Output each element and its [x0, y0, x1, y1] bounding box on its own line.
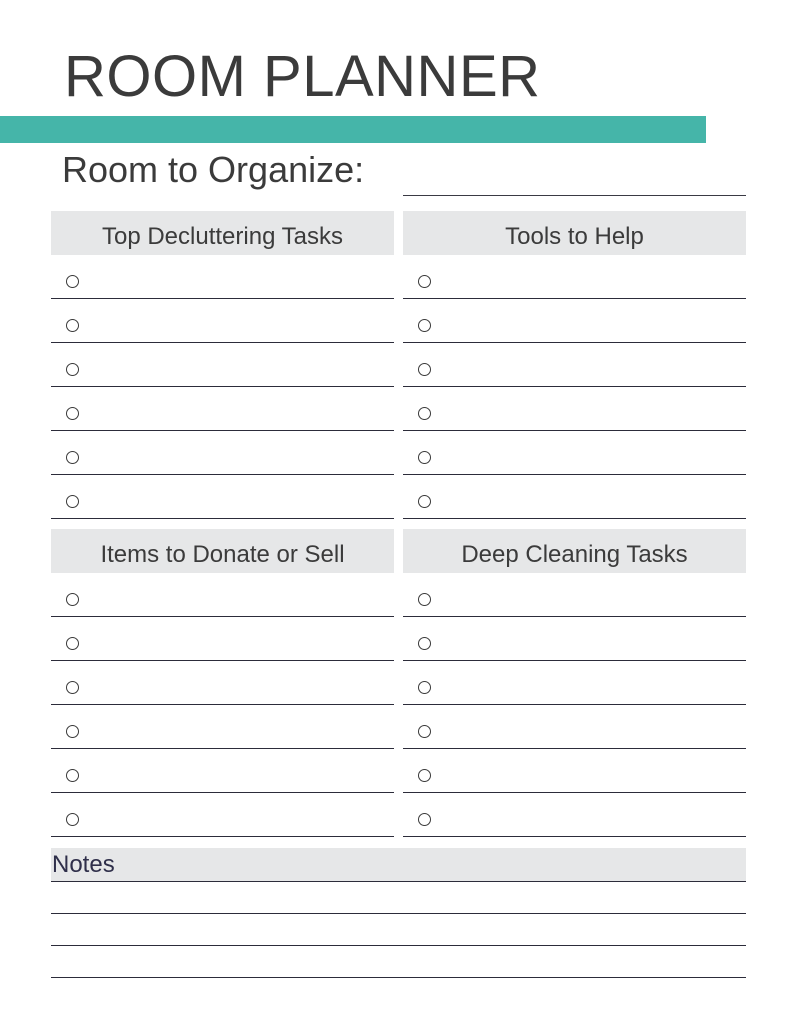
checklist-item[interactable]: [51, 617, 394, 661]
checklist-item[interactable]: [403, 573, 746, 617]
checkbox-circle-icon[interactable]: [418, 681, 431, 694]
page-title: ROOM PLANNER: [64, 44, 541, 109]
section-items-to-donate-or-sell: [51, 529, 394, 837]
checklist-item[interactable]: [403, 387, 746, 431]
checklist-item[interactable]: [403, 343, 746, 387]
checklist-item[interactable]: [403, 431, 746, 475]
checkbox-circle-icon[interactable]: [66, 451, 79, 464]
checkbox-circle-icon[interactable]: [418, 451, 431, 464]
room-to-organize-label: Room to Organize:: [62, 149, 365, 190]
checkbox-circle-icon[interactable]: [418, 407, 431, 420]
section-header: Deep Cleaning Tasks: [403, 529, 746, 573]
checkbox-circle-icon[interactable]: [66, 495, 79, 508]
checklist-item[interactable]: [403, 299, 746, 343]
checklist-item[interactable]: [51, 255, 394, 299]
section-tools-to-help: [403, 211, 746, 519]
checklist-item[interactable]: [51, 475, 394, 519]
checklist-item[interactable]: [51, 343, 394, 387]
checklist-item[interactable]: [51, 793, 394, 837]
checkbox-circle-icon[interactable]: [66, 363, 79, 376]
section-header: Tools to Help: [403, 211, 746, 255]
section-header: Top Decluttering Tasks: [51, 211, 394, 255]
checkbox-circle-icon[interactable]: [66, 769, 79, 782]
checkbox-circle-icon[interactable]: [418, 363, 431, 376]
checklist-item[interactable]: [51, 661, 394, 705]
notes-section: [51, 848, 746, 978]
accent-bar: [0, 116, 706, 143]
checkbox-circle-icon[interactable]: [418, 275, 431, 288]
checkbox-circle-icon[interactable]: [418, 769, 431, 782]
checklist-item[interactable]: [403, 255, 746, 299]
checkbox-circle-icon[interactable]: [418, 593, 431, 606]
notes-line[interactable]: [51, 882, 746, 914]
section-header: Items to Donate or Sell: [51, 529, 394, 573]
checklist-item[interactable]: [51, 749, 394, 793]
section-top-decluttering-tasks: [51, 211, 394, 519]
notes-header: Notes: [51, 848, 746, 882]
checklist-item[interactable]: [403, 705, 746, 749]
notes-line[interactable]: [51, 946, 746, 978]
notes-line[interactable]: [51, 914, 746, 946]
checklist-item[interactable]: [51, 431, 394, 475]
section-deep-cleaning-tasks: [403, 529, 746, 837]
checkbox-circle-icon[interactable]: [66, 407, 79, 420]
checklist-item[interactable]: [51, 573, 394, 617]
checklist-item[interactable]: [403, 793, 746, 837]
checklist-item[interactable]: [403, 475, 746, 519]
checkbox-circle-icon[interactable]: [418, 813, 431, 826]
checkbox-circle-icon[interactable]: [418, 725, 431, 738]
checkbox-circle-icon[interactable]: [66, 319, 79, 332]
checklist-item[interactable]: [51, 705, 394, 749]
checkbox-circle-icon[interactable]: [418, 495, 431, 508]
checklist-item[interactable]: [51, 299, 394, 343]
checkbox-circle-icon[interactable]: [66, 813, 79, 826]
checklist-item[interactable]: [403, 749, 746, 793]
room-to-organize-field[interactable]: [403, 195, 746, 196]
checkbox-circle-icon[interactable]: [66, 637, 79, 650]
checklist-item[interactable]: [403, 661, 746, 705]
checklist-item[interactable]: [403, 617, 746, 661]
checkbox-circle-icon[interactable]: [418, 637, 431, 650]
checkbox-circle-icon[interactable]: [66, 725, 79, 738]
checkbox-circle-icon[interactable]: [418, 319, 431, 332]
checkbox-circle-icon[interactable]: [66, 275, 79, 288]
checkbox-circle-icon[interactable]: [66, 593, 79, 606]
checkbox-circle-icon[interactable]: [66, 681, 79, 694]
checklist-item[interactable]: [51, 387, 394, 431]
